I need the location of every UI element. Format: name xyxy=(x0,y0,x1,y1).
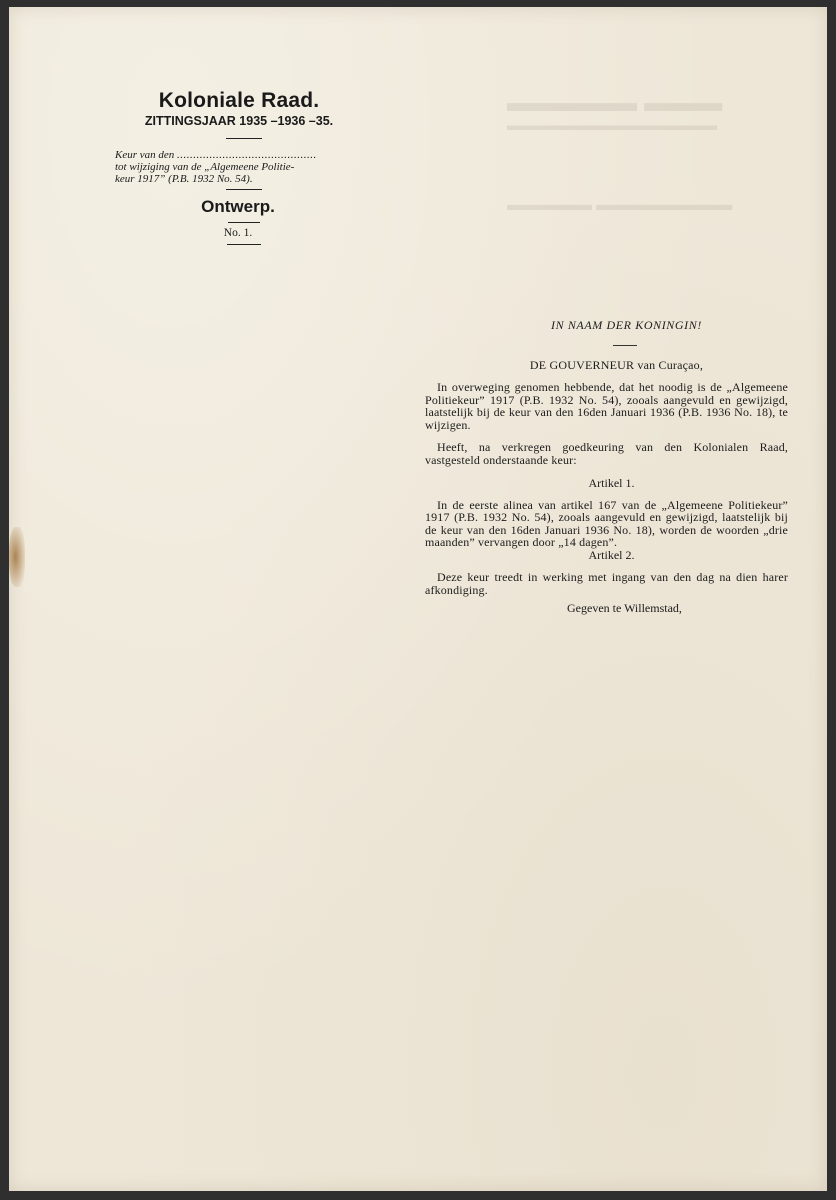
keur-dots: ........................................... xyxy=(177,149,317,161)
keur-prefix: Keur van den xyxy=(115,149,175,161)
royal-heading: IN NAAM DER KONINGIN! xyxy=(551,318,702,332)
document-body xyxy=(425,319,788,615)
article-2-title: Artikel 2. xyxy=(588,547,635,562)
divider xyxy=(227,244,261,245)
draft-label: Ontwerp. xyxy=(201,197,275,216)
paper-stain xyxy=(9,527,25,587)
keur-line-2: tot wijziging van de „Algemeene Politie- xyxy=(115,161,295,173)
keur-description xyxy=(115,149,367,185)
keur-line-3: keur 1917” (P.B. 1932 No. 54). xyxy=(115,173,253,185)
document-number: No. 1. xyxy=(223,227,253,239)
divider xyxy=(613,345,637,346)
bleed-through-mark: ▬▬▬▬▬ ▬▬▬ xyxy=(507,87,723,117)
paragraph-considering: In overweging genomen hebbende, dat het noodig is de „Algemeene Politiekeur” 1917 (P.B. 1932 No. 54), zooals aangevuld en gewijzigd, laatstelijk bij de keur van den 16den Januari 1936 (P.B. 1936 No. 18), te wijzigen. xyxy=(425,380,788,432)
divider xyxy=(226,189,262,190)
bleed-through-mark: ▬▬▬▬▬ ▬▬▬▬▬▬▬▬ xyxy=(507,195,733,214)
document-header xyxy=(109,89,379,245)
given-at-line: Gegeven te Willemstad, xyxy=(567,601,682,615)
keur-line-1 xyxy=(115,149,367,161)
session-year: ZITTINGSJAAR 1935 –1936 –35. xyxy=(144,114,334,128)
article-1-title: Artikel 1. xyxy=(588,476,635,490)
divider xyxy=(228,222,260,223)
governor-line: DE GOUVERNEUR van Curaçao, xyxy=(529,357,704,372)
paragraph-approval: Heeft, na verkregen goedkeuring van den Kolonialen Raad, vastgesteld onderstaande keur: xyxy=(425,440,788,467)
article-2-text: Deze keur treedt in werking met ingang van den dag na dien harer afkondiging. xyxy=(425,570,788,597)
bleed-through-mark: ▬▬▬▬▬▬▬▬▬▬▬▬▬▬ xyxy=(507,117,717,134)
document-page xyxy=(9,7,827,1191)
council-title: Koloniale Raad. xyxy=(158,89,320,112)
article-1-text: In de eerste alinea van artikel 167 van de „Algemeene Politiekeur” 1917 (P.B. 1932 No. 54), zooals aangevuld en gewijzigd, laatstelijk bij de keur van den 16den Januari 1936 No. 18), worden de woorden „drie maanden” vervangen door „14 dagen”. xyxy=(425,497,788,549)
divider xyxy=(226,138,262,139)
